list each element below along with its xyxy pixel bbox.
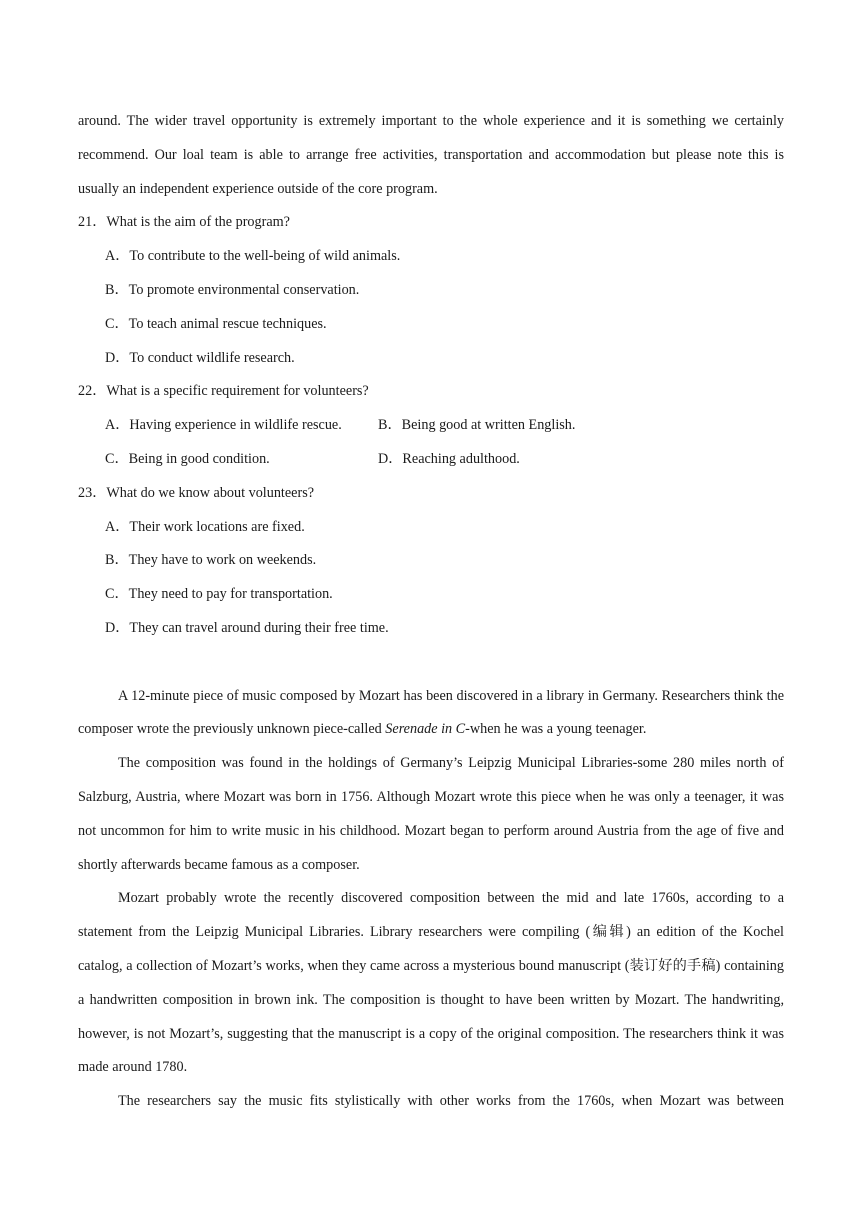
question-23-option-d: D．They can travel around during their free time. (105, 619, 389, 636)
passage2-p1-text-before: A 12-minute piece of music composed by Mozart has been discovered in a library in Germany. Researchers think the composer wrote the previously unknown piece-called (78, 687, 784, 738)
question-23-stem: 23．What do we know about volunteers? (78, 484, 315, 501)
passage2-paragraph-2: The composition was found in the holdings of Germany’s Leipzig Municipal Libraries-some 280 miles north of Salzburg, Austria, where Mozart was born in 1756. Although Mozart wrote this piece when he was only a teenager, it was not uncommon for him to write music in his childhood. Mozart began to perform around Austria from the age of five and shortly afterwards became famous as a composer. (78, 755, 784, 873)
question-23-option-c: C．They need to pay for transportation. (105, 586, 333, 603)
question-23-option-a: A．Their work locations are fixed. (105, 518, 305, 535)
question-21-option-a: A．To contribute to the well-being of wild animals. (105, 248, 401, 265)
question-22-stem: 22．What is a specific requirement for volunteers? (78, 383, 369, 400)
question-23 (78, 477, 784, 646)
passage2-p1-text-after: -when he was a young teenager. (465, 721, 647, 738)
question-22-option-b: B．Being good at written English. (378, 417, 576, 434)
question-21 (78, 206, 784, 375)
question-21-option-c: C．To teach animal rescue techniques. (105, 315, 327, 332)
question-21-stem: 21．What is the aim of the program? (78, 214, 290, 231)
question-21-option-d: D．To conduct wildlife research. (105, 349, 295, 366)
passage2-paragraph-1 (78, 680, 784, 748)
question-22-option-row-2 (78, 443, 784, 477)
question-22-option-a: A．Having experience in wildlife rescue. (105, 417, 342, 434)
passage2-p1-italic-title: Serenade in C (385, 721, 466, 738)
question-23-option-b: B．They have to work on weekends. (105, 552, 317, 569)
question-21-option-b: B．To promote environmental conservation. (105, 281, 360, 298)
question-22 (78, 375, 784, 476)
passage2-paragraph-4: The researchers say the music fits stylistically with other works from the 1760s, when Mozart was between (118, 1093, 784, 1110)
page-content (78, 105, 784, 1119)
question-22-option-row-1 (78, 409, 784, 443)
passage2-paragraph-3: Mozart probably wrote the recently discovered composition between the mid and late 1760s, according to a statement from the Leipzig Municipal Libraries. Library researchers were compiling (编辑) an edition of the Kochel catalog, a collection of Mozart’s works, when they came across a mysterious bound manuscript (装订好的手稿) containing a handwritten composition in brown ink. The composition is thought to have been written by Mozart. The handwriting, however, is not Mozart’s, suggesting that the manuscript is a copy of the original composition. The researchers think it was made around 1780. (78, 890, 784, 1076)
passage1-tail: around. The wider travel opportunity is extremely important to the whole experience and it is something we certainly recommend. Our loal team is able to arrange free activities, transportation and accommodation but please note this is usually an independent experience outside of the core program. (78, 113, 784, 197)
question-22-option-d: D．Reaching adulthood. (378, 450, 520, 467)
question-22-option-c: C．Being in good condition. (105, 450, 270, 467)
section-gap (78, 646, 784, 680)
